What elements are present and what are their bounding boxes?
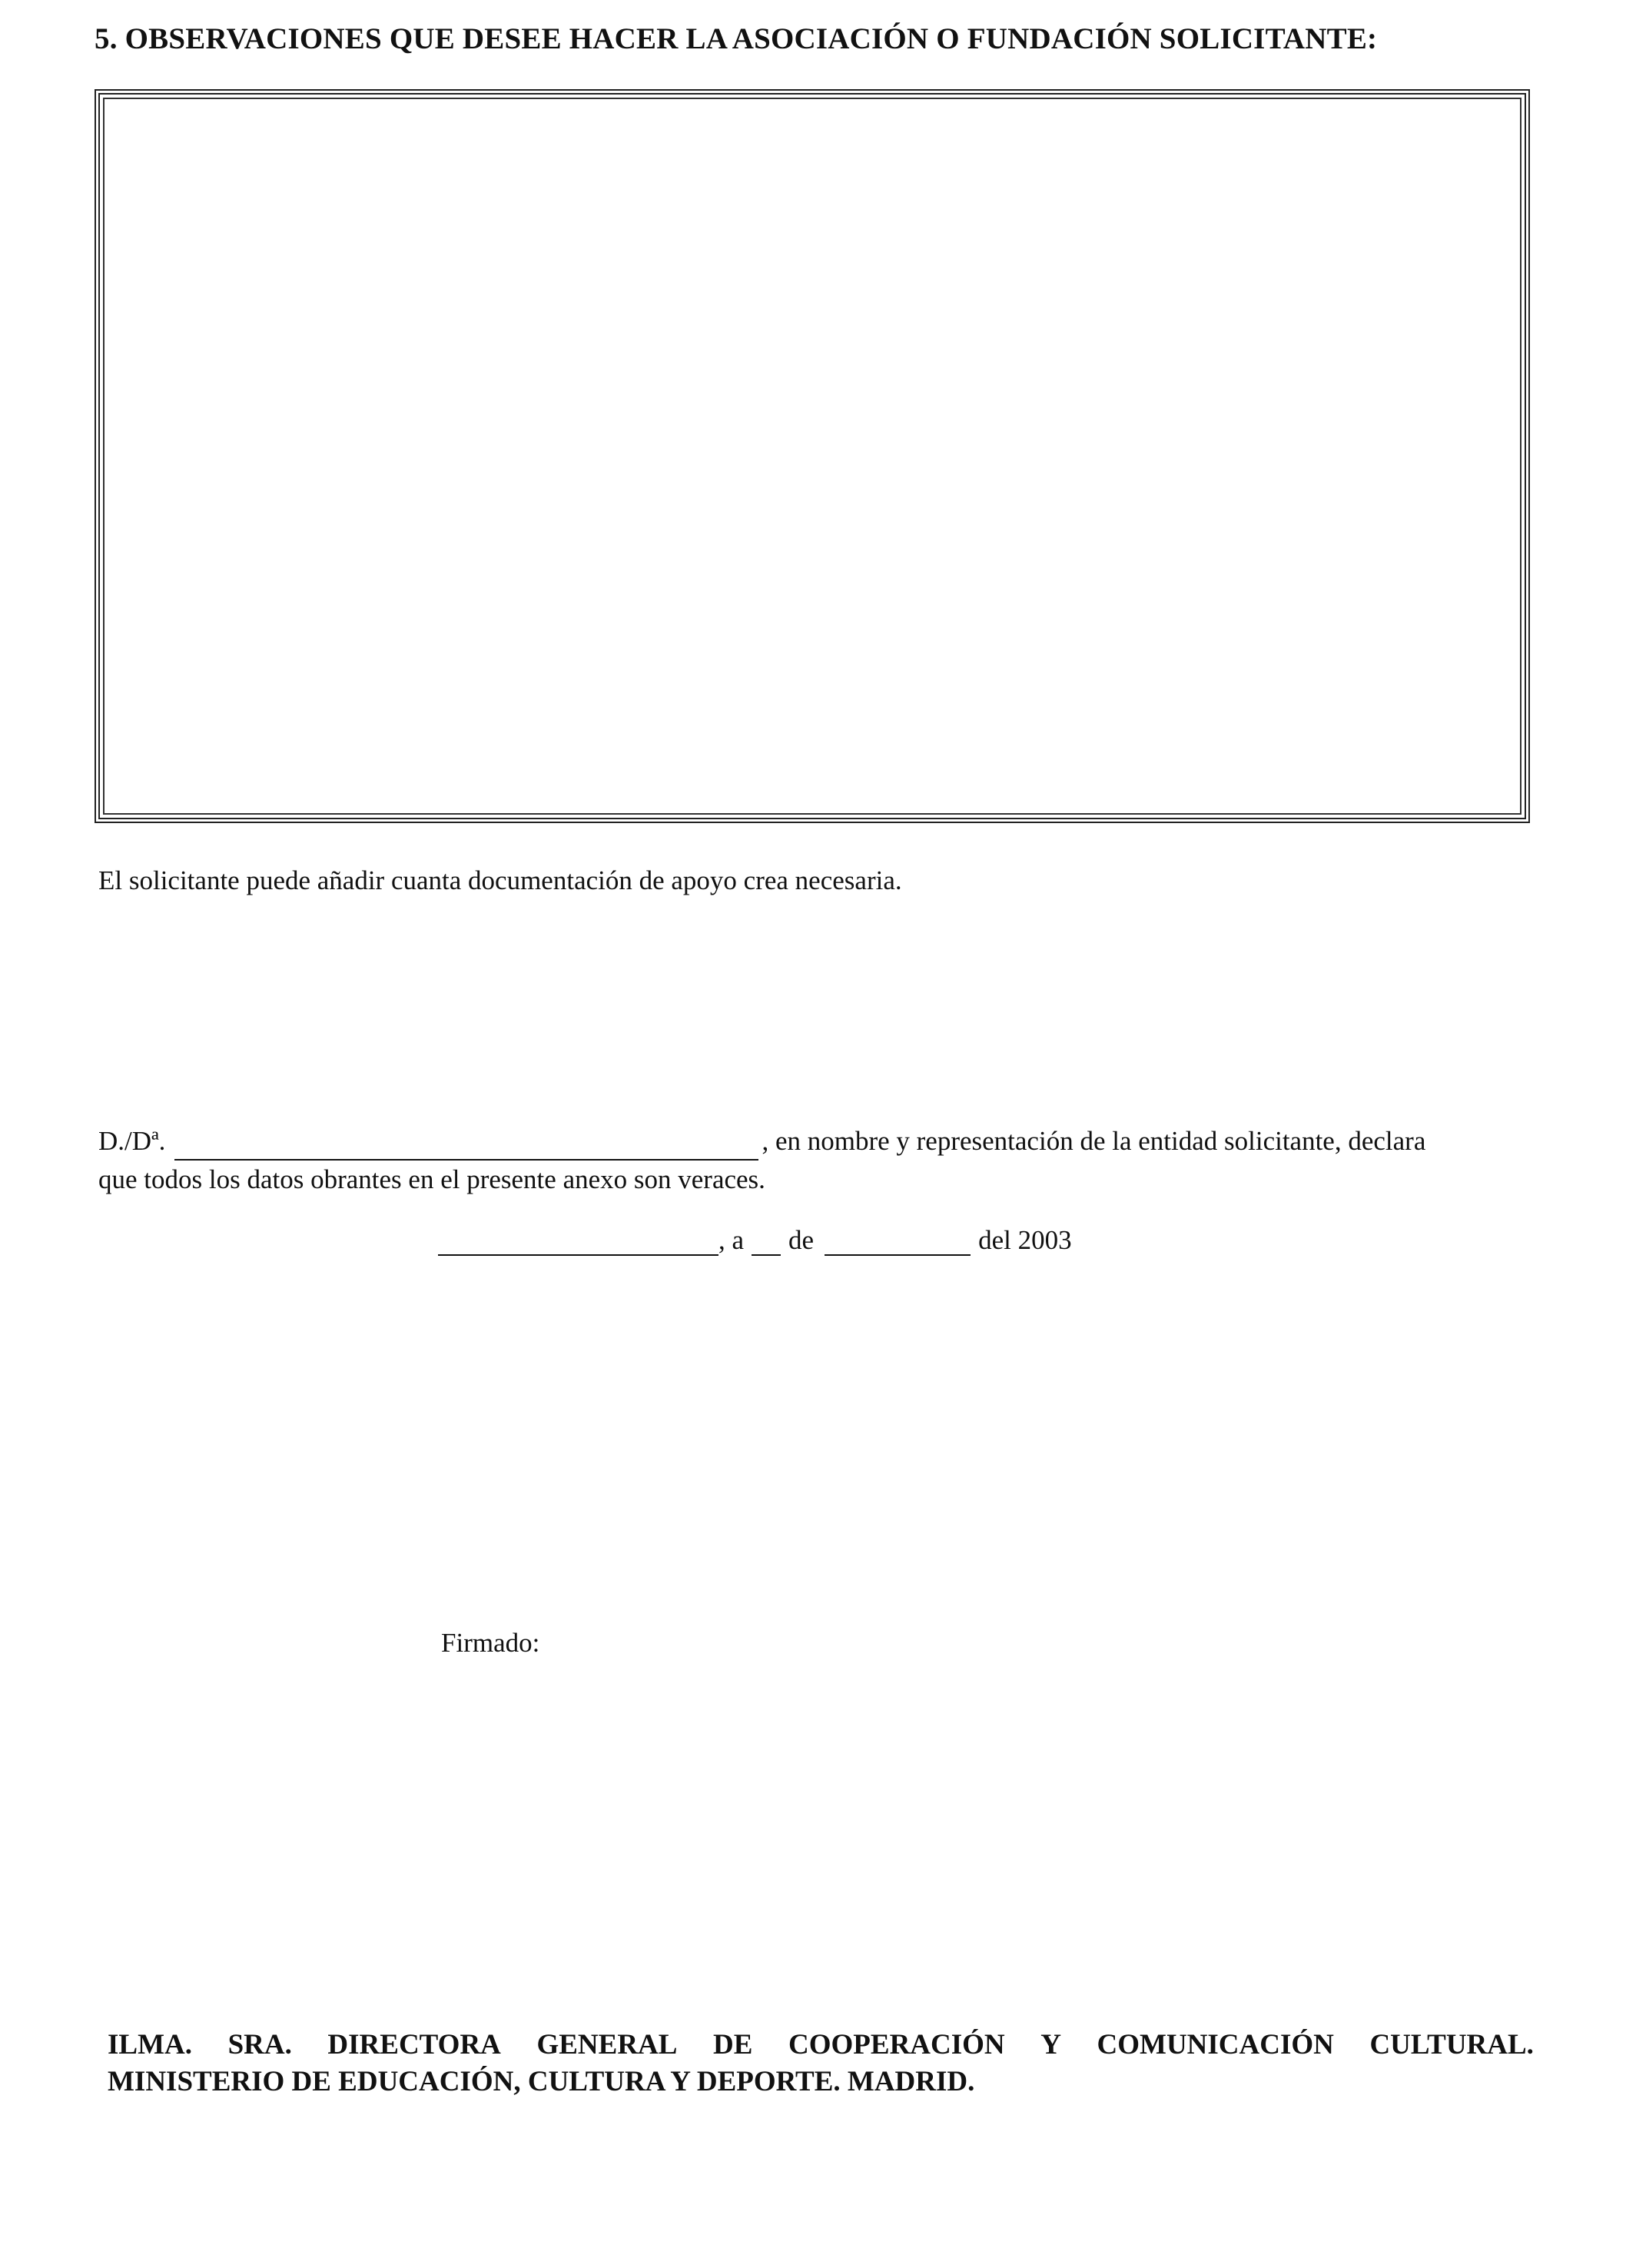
observations-field[interactable] xyxy=(106,101,1518,812)
declaration-suffix: , en nombre y representación de la entidad solicitante, declara xyxy=(762,1126,1426,1156)
year-text: del 2003 xyxy=(978,1225,1072,1255)
recipient-word: GENERAL xyxy=(536,2029,678,2060)
recipient-word: DE xyxy=(713,2029,753,2060)
recipient-word: DIRECTORA xyxy=(327,2029,501,2060)
month-field[interactable] xyxy=(825,1228,971,1256)
signature-label: Firmado: xyxy=(441,1628,540,1658)
place-field[interactable] xyxy=(438,1228,718,1256)
recipient-word: SRA. xyxy=(227,2029,292,2060)
observations-box xyxy=(95,89,1530,823)
recipient-word: CULTURAL. xyxy=(1369,2029,1534,2060)
support-documentation-note: El solicitante puede añadir cuanta documentación de apoyo crea necesaria. xyxy=(98,865,902,895)
declaration-prefix: D./Dª. xyxy=(98,1126,166,1156)
date-line xyxy=(438,1225,1072,1256)
recipient-word: ILMA. xyxy=(108,2029,192,2060)
declaration-line-2: que todos los datos obrantes en el presente anexo son veraces. xyxy=(98,1164,765,1194)
recipient-address xyxy=(108,2027,1534,2100)
declaration-paragraph xyxy=(98,1122,1531,1199)
recipient-word: COMUNICACIÓN xyxy=(1097,2029,1334,2060)
section-heading: 5. OBSERVACIONES QUE DESEE HACER LA ASOCIACIÓN O FUNDACIÓN SOLICITANTE: xyxy=(95,22,1378,55)
recipient-word: COOPERACIÓN xyxy=(788,2029,1005,2060)
recipient-line-1 xyxy=(108,2027,1534,2064)
day-field[interactable] xyxy=(752,1228,781,1256)
date-separator-de: de xyxy=(788,1225,815,1255)
recipient-word: Y xyxy=(1040,2029,1061,2060)
declaration-line-1 xyxy=(98,1122,1531,1161)
recipient-line-2: MINISTERIO DE EDUCACIÓN, CULTURA Y DEPORTE. MADRID. xyxy=(108,2066,975,2097)
date-separator-a: , a xyxy=(718,1225,745,1255)
representative-name-field[interactable] xyxy=(174,1133,758,1161)
